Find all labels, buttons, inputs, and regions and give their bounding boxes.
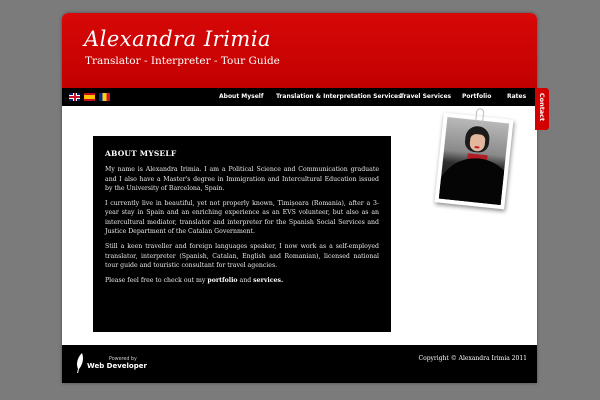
- site-header: [62, 13, 537, 88]
- services-link[interactable]: services.: [253, 277, 284, 285]
- powered-by-badge[interactable]: [76, 353, 147, 373]
- profile-photo-image: [439, 117, 509, 205]
- about-paragraph: Still a keen traveller and foreign languages speaker, I now work as a self-employed translator, interpreter (Spanish, Catalan, English and Romanian), licensed national tour guide and touristic consultant for travel agencies.: [105, 243, 379, 269]
- main-nav: [62, 88, 537, 106]
- site-footer: [62, 345, 537, 383]
- nav-item-portfolio[interactable]: Portfolio: [462, 93, 492, 100]
- site-tagline: Translator - Interpreter - Tour Guide: [85, 55, 280, 67]
- powered-by-brand: Web Developer: [87, 362, 147, 370]
- feather-icon: [76, 353, 84, 373]
- powered-by-label: Powered by: [109, 357, 137, 362]
- page-frame: [62, 13, 537, 383]
- about-paragraph: My name is Alexandra Irimia. I am a Political Science and Communication graduate and I also have a Master's degree in Immigration and Intercultural Education issued by the University of Barcelona, Spain.: [105, 166, 379, 192]
- site-logo[interactable]: Alexandra Irimia: [84, 27, 272, 51]
- copyright-text: Copyright © Alexandra Irimia 2011: [418, 355, 527, 362]
- about-content-box: [93, 136, 391, 332]
- language-switcher: [69, 93, 110, 101]
- nav-item-about-myself[interactable]: About Myself: [219, 93, 264, 100]
- about-paragraph: I currently live in beautiful, yet not properly known, Timișoara (Romania), after a 3-year stay in Spain and an enriching experience as an EVS volunteer, but also as an intercultural mediator, translator and interpreter for the Spanish Social Services and Justice Department of the Catalan Government.: [105, 200, 379, 236]
- contact-tab[interactable]: [535, 88, 549, 130]
- english-flag-icon[interactable]: [69, 93, 80, 101]
- links-and-text: and: [237, 277, 254, 285]
- links-intro-text: Please feel free to check out my: [105, 277, 208, 285]
- spanish-flag-icon[interactable]: [84, 93, 95, 101]
- about-paragraph-links: [105, 276, 379, 285]
- portfolio-link[interactable]: portfolio: [207, 277, 238, 285]
- profile-photo: [434, 113, 513, 210]
- nav-item-travel-services[interactable]: Travel Services: [400, 93, 452, 100]
- nav-item-rates[interactable]: Rates: [507, 93, 527, 100]
- nav-item-translation-services[interactable]: Translation & Interpretation Services: [276, 93, 402, 100]
- romanian-flag-icon[interactable]: [99, 93, 110, 101]
- about-heading: ABOUT MYSELF: [105, 149, 177, 158]
- contact-tab-label: Contact: [538, 92, 546, 122]
